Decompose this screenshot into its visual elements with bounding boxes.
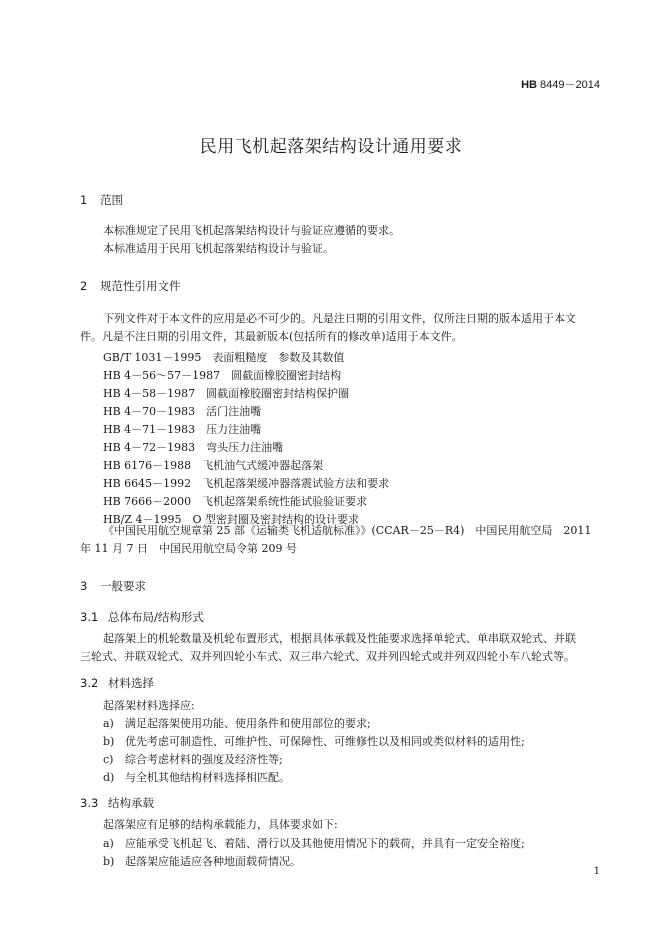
reference-item bbox=[103, 475, 389, 491]
reference-name: 飞机油气式缓冲器起落架 bbox=[202, 459, 324, 472]
item-label: a) bbox=[103, 717, 114, 730]
section-number: 2 bbox=[80, 279, 88, 293]
reference-code: HB 6176－1988 bbox=[103, 459, 192, 472]
reference-name: 活门注油嘴 bbox=[206, 405, 262, 418]
standard-code-number: 8449－2014 bbox=[537, 79, 600, 91]
section-1-heading bbox=[80, 192, 123, 208]
item-text: 综合考虑材料的强度及经济性等; bbox=[125, 753, 283, 766]
reference-name: 弯头压力注油嘴 bbox=[206, 441, 284, 454]
section-title: 规范性引用文件 bbox=[100, 279, 181, 293]
item-label: b) bbox=[103, 855, 115, 868]
reference-item bbox=[103, 439, 283, 455]
reference-code: GB/T 1031－1995 bbox=[103, 351, 202, 364]
item-label: d) bbox=[103, 771, 115, 784]
reference-item bbox=[103, 367, 341, 383]
standard-code-prefix: HB bbox=[521, 79, 537, 91]
scope-paragraph-2: 本标准适用于民用飞机起落架结构设计与验证。 bbox=[103, 242, 334, 255]
materials-item-d bbox=[103, 769, 290, 785]
reference-code: HB 6645－1992 bbox=[103, 477, 192, 490]
item-text: 满足起落架使用功能、使用条件和使用部位的要求; bbox=[125, 717, 371, 730]
section-3-3-heading bbox=[80, 795, 154, 811]
reference-code: HB 4－70－1983 bbox=[103, 405, 196, 418]
ccar-reference-line-1: 《中国民用航空规章第 25 部《运输类飞机适航标准》》(CCAR－25－R4) 中国民用航空局 2011 bbox=[103, 524, 592, 537]
normative-intro-line-2: 件。凡是不注日期的引用文件，其最新版本(包括所有的修改单)适用于本文件。 bbox=[80, 330, 463, 343]
section-3-heading bbox=[80, 578, 146, 594]
reference-name: 表面粗糙度 参数及其数值 bbox=[212, 351, 345, 364]
normative-intro-line-1: 下列文件对于本文件的应用是必不可少的。凡是注日期的引用文件，仅所注日期的版本适用于本文 bbox=[103, 312, 576, 325]
section-2-heading bbox=[80, 278, 181, 294]
subsection-title: 总体布局/结构形式 bbox=[108, 610, 204, 624]
ccar-reference-line-2: 年 11 月 7 日 中国民用航空局令第 209 号 bbox=[80, 542, 297, 555]
reference-item bbox=[103, 385, 349, 401]
subsection-number: 3.1 bbox=[80, 610, 99, 624]
reference-name: 圆截面橡胶圈密封结构 bbox=[231, 369, 342, 382]
layout-paragraph-line-1: 起落架上的机轮数量及机轮布置形式，根据具体承载及性能要求选择单轮式、单串联双轮式、并联 bbox=[103, 632, 576, 645]
layout-paragraph-line-2: 三轮式、并联双轮式、双并列四轮小车式、双三串六轮式、双并列四轮式或并列双四轮小车八轮式等。 bbox=[80, 650, 575, 663]
reference-item bbox=[103, 493, 367, 509]
reference-name: O 型密封圈及密封结构的设计要求 bbox=[192, 513, 360, 526]
subsection-number: 3.2 bbox=[80, 676, 99, 690]
item-text: 与全机其他结构材料选择相匹配。 bbox=[125, 771, 290, 784]
materials-intro: 起落架材料选择应: bbox=[103, 699, 195, 712]
item-text: 应能承受飞机起飞、着陆、滑行以及其他使用情况下的载荷，并具有一定安全裕度; bbox=[125, 837, 525, 850]
reference-code: HB 4－72－1983 bbox=[103, 441, 196, 454]
reference-code: HB/Z 4－1995 bbox=[103, 513, 182, 526]
reference-code: HB 4－71－1983 bbox=[103, 423, 196, 436]
reference-name: 飞机起落架缓冲器落震试验方法和要求 bbox=[202, 477, 390, 490]
load-item-b bbox=[103, 853, 301, 869]
reference-code: HB 7666－2000 bbox=[103, 495, 192, 508]
standard-code bbox=[521, 76, 600, 92]
subsection-number: 3.3 bbox=[80, 796, 99, 810]
section-title: 范围 bbox=[100, 193, 123, 207]
reference-name: 压力注油嘴 bbox=[206, 423, 262, 436]
item-text: 起落架应能适应各种地面载荷情况。 bbox=[125, 855, 301, 868]
materials-item-a bbox=[103, 715, 371, 731]
section-3-1-heading bbox=[80, 609, 204, 625]
subsection-title: 结构承载 bbox=[108, 796, 154, 810]
document-title: 民用飞机起落架结构设计通用要求 bbox=[199, 137, 463, 157]
reference-code: HB 4－58－1987 bbox=[103, 387, 196, 400]
load-intro: 起落架应有足够的结构承载能力，具体要求如下: bbox=[103, 818, 338, 831]
reference-item bbox=[103, 457, 323, 473]
subsection-title: 材料选择 bbox=[108, 676, 154, 690]
reference-item bbox=[103, 421, 261, 437]
section-3-2-heading bbox=[80, 675, 154, 691]
section-title: 一般要求 bbox=[100, 579, 146, 593]
load-item-a bbox=[103, 835, 525, 851]
materials-item-c bbox=[103, 751, 283, 767]
item-label: a) bbox=[103, 837, 114, 850]
reference-name: 圆截面橡胶圈密封结构保护圈 bbox=[206, 387, 350, 400]
section-number: 1 bbox=[80, 193, 88, 207]
section-number: 3 bbox=[80, 579, 88, 593]
item-label: c) bbox=[103, 753, 114, 766]
item-label: b) bbox=[103, 735, 115, 748]
reference-code: HB 4－56～57－1987 bbox=[103, 369, 221, 382]
reference-item bbox=[103, 349, 344, 365]
scope-paragraph-1: 本标准规定了民用飞机起落架结构设计与验证应遵循的要求。 bbox=[103, 224, 400, 237]
reference-item bbox=[103, 403, 261, 419]
page-number: 1 bbox=[593, 866, 600, 877]
materials-item-b bbox=[103, 733, 525, 749]
reference-name: 飞机起落架系统性能试验验证要求 bbox=[202, 495, 368, 508]
item-text: 优先考虑可制造性、可维护性、可保障性、可维修性以及相同或类似材料的适用性; bbox=[125, 735, 525, 748]
